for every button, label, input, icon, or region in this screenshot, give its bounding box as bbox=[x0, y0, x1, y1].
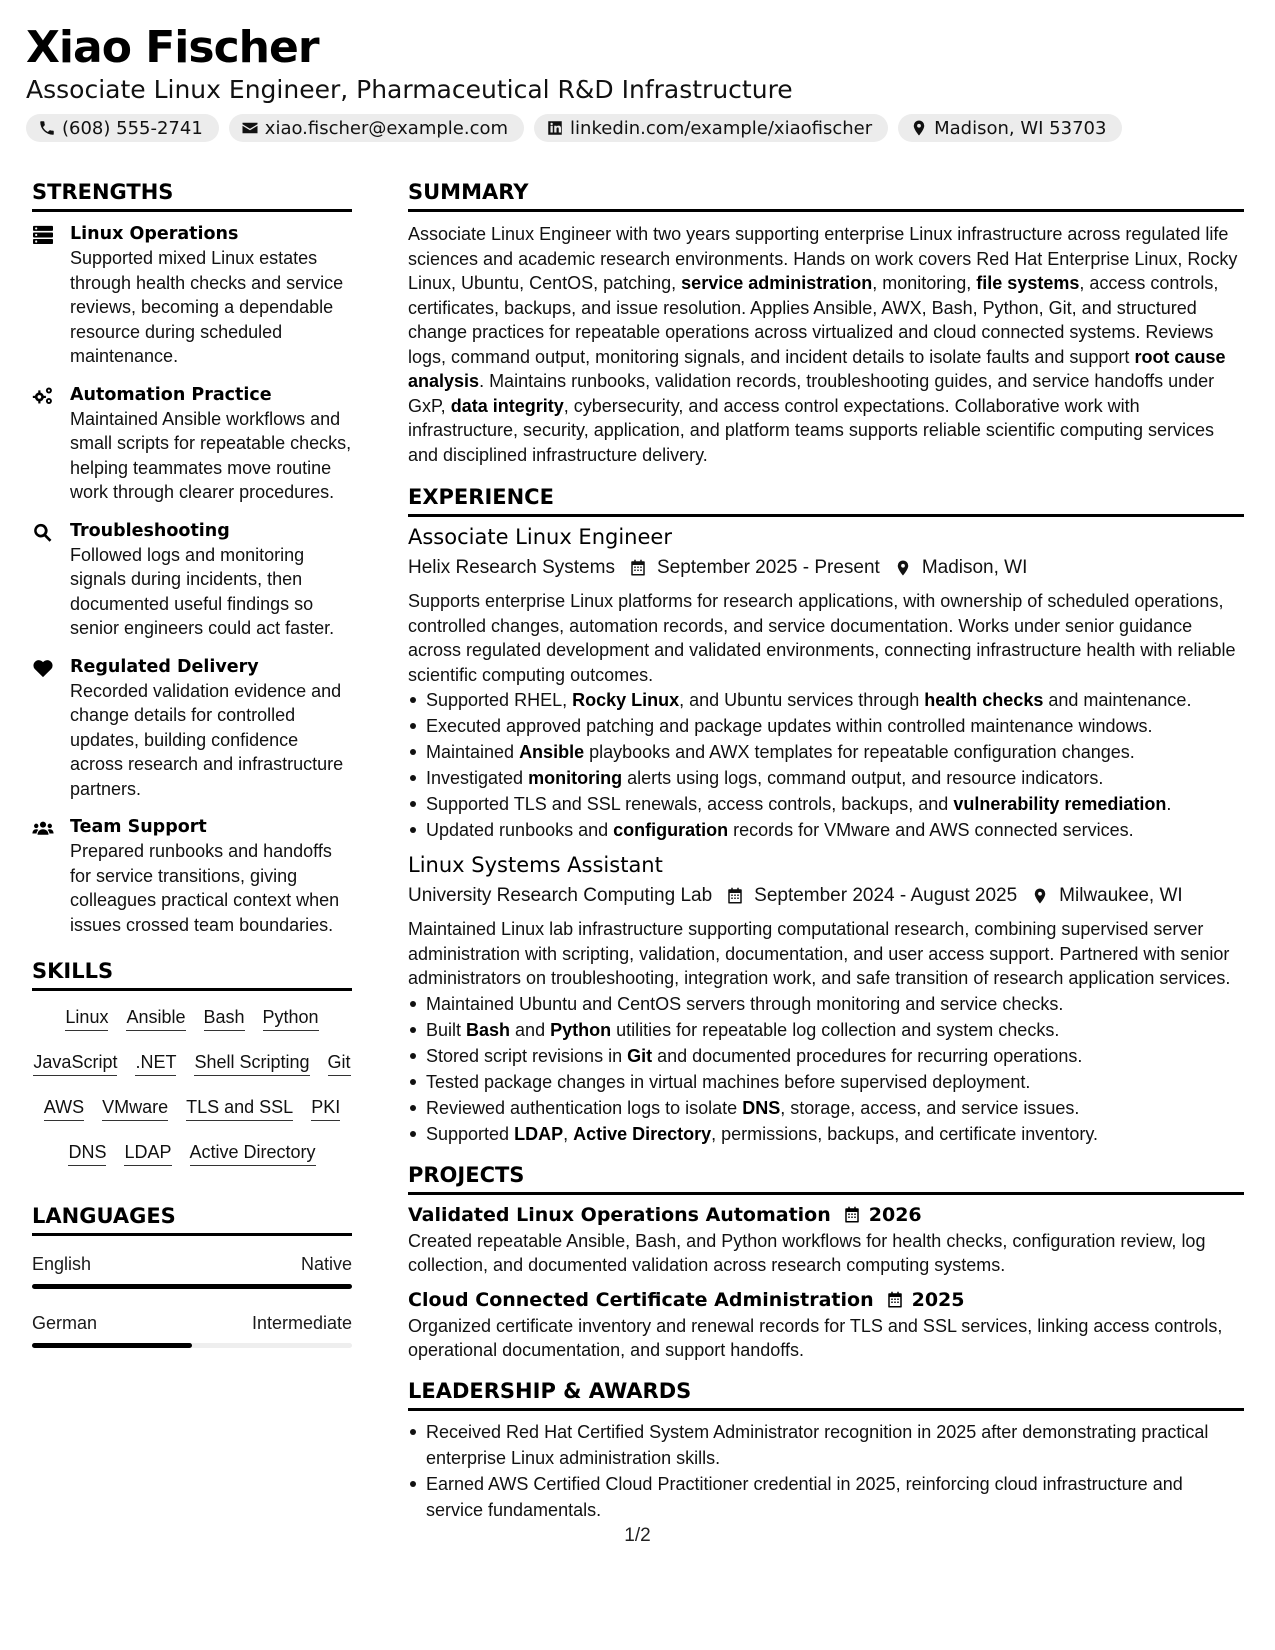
job-bullet: Supported TLS and SSL renewals, access controls, backups, and vulnerability remediation. bbox=[408, 791, 1244, 817]
phone-icon bbox=[38, 119, 56, 137]
award-item: Earned AWS Certified Cloud Practitioner credential in 2025, reinforcing cloud infrastructure and service fundamentals. bbox=[408, 1471, 1244, 1523]
job-bullet: Stored script revisions in Git and documented procedures for recurring operations. bbox=[408, 1043, 1244, 1069]
contact-phone-text: (608) 555-2741 bbox=[62, 117, 203, 139]
job-bullets bbox=[408, 991, 1244, 1147]
language-proficiency-fill bbox=[32, 1284, 352, 1289]
strength-item bbox=[32, 383, 352, 505]
language-name: English bbox=[32, 1254, 92, 1274]
strengths-heading: STRENGTHS bbox=[32, 178, 352, 212]
job-bullet: Supported RHEL, Rocky Linux, and Ubuntu services through health checks and maintenance. bbox=[408, 687, 1244, 713]
strength-title: Linux Operations bbox=[70, 224, 239, 244]
location-pin-icon bbox=[910, 119, 928, 137]
location-pin-icon bbox=[1031, 887, 1049, 905]
job-bullet: Executed approved patching and package updates within controlled maintenance windows. bbox=[408, 713, 1244, 739]
award-item: Received Red Hat Certified System Administrator recognition in 2025 after demonstrating practical enterprise Linux administration skills. bbox=[408, 1419, 1244, 1471]
language-proficiency-bar bbox=[32, 1343, 352, 1348]
project-title-row bbox=[408, 1201, 1244, 1229]
language-level: Intermediate bbox=[251, 1313, 352, 1333]
strength-desc: Prepared runbooks and handoffs for service transitions, giving colleagues practical context when issues crossed team boundaries. bbox=[70, 841, 340, 935]
project-desc: Organized certificate inventory and renewal records for TLS and SSL services, linking access controls, operational documentation, and support handoffs. bbox=[408, 1315, 1223, 1360]
project-year: 2025 bbox=[911, 1288, 965, 1311]
skill-tag: Python bbox=[263, 1005, 319, 1031]
search-icon bbox=[32, 522, 54, 542]
heart-icon bbox=[32, 658, 54, 678]
job-title: Linux Systems Assistant bbox=[408, 853, 663, 877]
strength-desc: Maintained Ansible workflows and small scripts for repeatable checks, helping teammates move routine work through clearer procedures. bbox=[70, 408, 352, 502]
gears-icon bbox=[32, 386, 54, 406]
calendar-icon bbox=[629, 559, 647, 577]
job-bullet: Tested package changes in virtual machines before supervised deployment. bbox=[408, 1069, 1244, 1095]
experience-heading: EXPERIENCE bbox=[408, 483, 1244, 517]
skill-tag: Linux bbox=[65, 1005, 108, 1031]
job-bullet: Reviewed authentication logs to isolate DNS, storage, access, and service issues. bbox=[408, 1095, 1244, 1121]
job-bullet: Updated runbooks and configuration records for VMware and AWS connected services. bbox=[408, 817, 1244, 843]
location-pin-icon bbox=[894, 559, 912, 577]
server-icon bbox=[32, 225, 54, 245]
job-company: University Research Computing Lab bbox=[408, 885, 713, 906]
strength-desc: Supported mixed Linux estates through health checks and service reviews, becoming a dependable resource during scheduled maintenance. bbox=[70, 248, 344, 366]
skill-tag: TLS and SSL bbox=[186, 1095, 293, 1121]
candidate-name: Xiao Fischer bbox=[26, 22, 319, 73]
skill-tag: AWS bbox=[44, 1095, 84, 1121]
job-title: Associate Linux Engineer bbox=[408, 525, 672, 549]
job-bullet: Investigated monitoring alerts using logs, command output, and resource indicators. bbox=[408, 765, 1244, 791]
project-title: Cloud Connected Certificate Administration bbox=[408, 1288, 874, 1311]
contact-location-text: Madison, WI 53703 bbox=[934, 117, 1107, 139]
skills-list bbox=[32, 1001, 352, 1184]
job-entry bbox=[408, 851, 1244, 1147]
language-proficiency-bar bbox=[32, 1284, 352, 1289]
project-year: 2026 bbox=[868, 1203, 922, 1226]
job-location: Madison, WI bbox=[921, 557, 1028, 578]
project-entry bbox=[408, 1286, 1244, 1363]
skill-tag: Bash bbox=[204, 1005, 245, 1031]
strength-title: Automation Practice bbox=[70, 384, 272, 405]
strength-item bbox=[32, 655, 352, 802]
job-meta bbox=[408, 882, 1244, 910]
awards-heading: LEADERSHIP & AWARDS bbox=[408, 1377, 1244, 1411]
skill-tag: .NET bbox=[135, 1050, 176, 1076]
job-bullets bbox=[408, 687, 1244, 843]
contact-linkedin-text: linkedin.com/example/xiaofischer bbox=[570, 117, 873, 139]
mail-icon bbox=[241, 119, 259, 137]
strength-desc: Recorded validation evidence and change details for controlled updates, building confidence across research and infrastructure partners. bbox=[70, 680, 344, 799]
language-item bbox=[32, 1252, 352, 1289]
left-column bbox=[32, 178, 352, 1370]
language-level: Native bbox=[300, 1254, 352, 1274]
job-company: Helix Research Systems bbox=[408, 557, 615, 578]
skill-tag: PKI bbox=[311, 1095, 340, 1121]
project-desc: Created repeatable Ansible, Bash, and Python workflows for health checks, configuration review, log collection, and documented validation across research computing systems. bbox=[408, 1230, 1206, 1275]
linkedin-icon bbox=[546, 119, 564, 137]
skill-tag: VMware bbox=[102, 1095, 168, 1121]
project-title-row bbox=[408, 1286, 1244, 1314]
awards-list bbox=[408, 1419, 1244, 1523]
strength-item bbox=[32, 222, 352, 369]
job-dates: September 2024 - August 2025 bbox=[754, 885, 1018, 906]
calendar-icon bbox=[843, 1206, 861, 1224]
users-icon bbox=[32, 818, 54, 838]
contact-email[interactable] bbox=[229, 114, 524, 142]
skill-tag: Ansible bbox=[126, 1005, 185, 1031]
candidate-headline: Associate Linux Engineer, Pharmaceutical R&D Infrastructure bbox=[26, 75, 793, 104]
job-summary: Supports enterprise Linux platforms for research applications, with ownership of scheduled operations, controlled changes, automation records, and service documentation. Works under senior guidance across regulated development and validated environments, connecting infrastructure health with reliable scientific computing outcomes. bbox=[408, 591, 1236, 685]
project-title: Validated Linux Operations Automation bbox=[408, 1203, 831, 1226]
job-location: Milwaukee, WI bbox=[1059, 885, 1183, 906]
skill-tag: Shell Scripting bbox=[194, 1050, 309, 1076]
summary-text: Associate Linux Engineer with two years supporting enterprise Linux infrastructure across regulated life sciences and academic research environments. Hands on work covers Red Hat Enterprise Linux, Rocky Linux, Ubuntu, CentOS, patching, service administration, monitoring, file systems, access controls, certificates, backups, and issue resolution. Applies Ansible, AWX, Bash, Python, Git, and structured change practices for repeatable operations across virtualized and cloud connected systems. Reviews logs, command output, monitoring signals, and incident details to isolate faults and support root cause analysis. Maintains runbooks, validation records, troubleshooting guides, and service handoffs under GxP, data integrity, cybersecurity, and access control expectations. Collaborative work with infrastructure, security, application, and platform teams supports reliable scientific computing services and disciplined infrastructure delivery. bbox=[408, 224, 1238, 465]
project-entry bbox=[408, 1201, 1244, 1278]
strength-desc: Followed logs and monitoring signals during incidents, then documented useful findings so senior engineers could act faster. bbox=[70, 544, 335, 638]
job-meta bbox=[408, 554, 1244, 582]
skill-tag: LDAP bbox=[124, 1140, 171, 1166]
job-bullet: Maintained Ubuntu and CentOS servers through monitoring and service checks. bbox=[408, 991, 1244, 1017]
job-bullet: Supported LDAP, Active Directory, permissions, backups, and certificate inventory. bbox=[408, 1121, 1244, 1147]
job-bullet: Built Bash and Python utilities for repeatable log collection and system checks. bbox=[408, 1017, 1244, 1043]
calendar-icon bbox=[726, 887, 744, 905]
projects-heading: PROJECTS bbox=[408, 1161, 1244, 1195]
strength-title: Regulated Delivery bbox=[70, 656, 259, 677]
job-entry bbox=[408, 523, 1244, 843]
language-item bbox=[32, 1311, 352, 1348]
summary-heading: SUMMARY bbox=[408, 178, 1244, 212]
skill-tag: Git bbox=[328, 1050, 351, 1076]
strength-item bbox=[32, 815, 352, 937]
languages-heading: LANGUAGES bbox=[32, 1202, 352, 1236]
strength-title: Team Support bbox=[70, 817, 207, 837]
skill-tag: JavaScript bbox=[33, 1050, 117, 1076]
job-bullet: Maintained Ansible playbooks and AWX templates for repeatable configuration changes. bbox=[408, 739, 1244, 765]
skill-tag: Active Directory bbox=[190, 1140, 316, 1166]
resume-header bbox=[26, 22, 1246, 142]
job-dates: September 2025 - Present bbox=[656, 557, 880, 578]
language-proficiency-fill bbox=[32, 1343, 192, 1348]
strength-item bbox=[32, 519, 352, 641]
job-summary: Maintained Linux lab infrastructure supporting computational research, combining supervised server administration with scripting, validation, documentation, and user access support. Partnered with senior administrators on troubleshooting, integration work, and safe transition of research application services. bbox=[408, 919, 1231, 988]
contact-bar bbox=[26, 114, 1246, 142]
contact-location bbox=[898, 114, 1122, 142]
skills-heading: SKILLS bbox=[32, 957, 352, 991]
page-number: 1/2 bbox=[624, 1525, 651, 1546]
skill-tag: DNS bbox=[68, 1140, 106, 1166]
strength-title: Troubleshooting bbox=[70, 520, 230, 541]
calendar-icon bbox=[886, 1291, 904, 1309]
language-name: German bbox=[32, 1313, 98, 1333]
right-column bbox=[408, 178, 1244, 1523]
contact-email-text: xiao.fischer@example.com bbox=[264, 117, 509, 139]
contact-linkedin[interactable] bbox=[534, 114, 888, 142]
contact-phone[interactable] bbox=[26, 114, 219, 142]
